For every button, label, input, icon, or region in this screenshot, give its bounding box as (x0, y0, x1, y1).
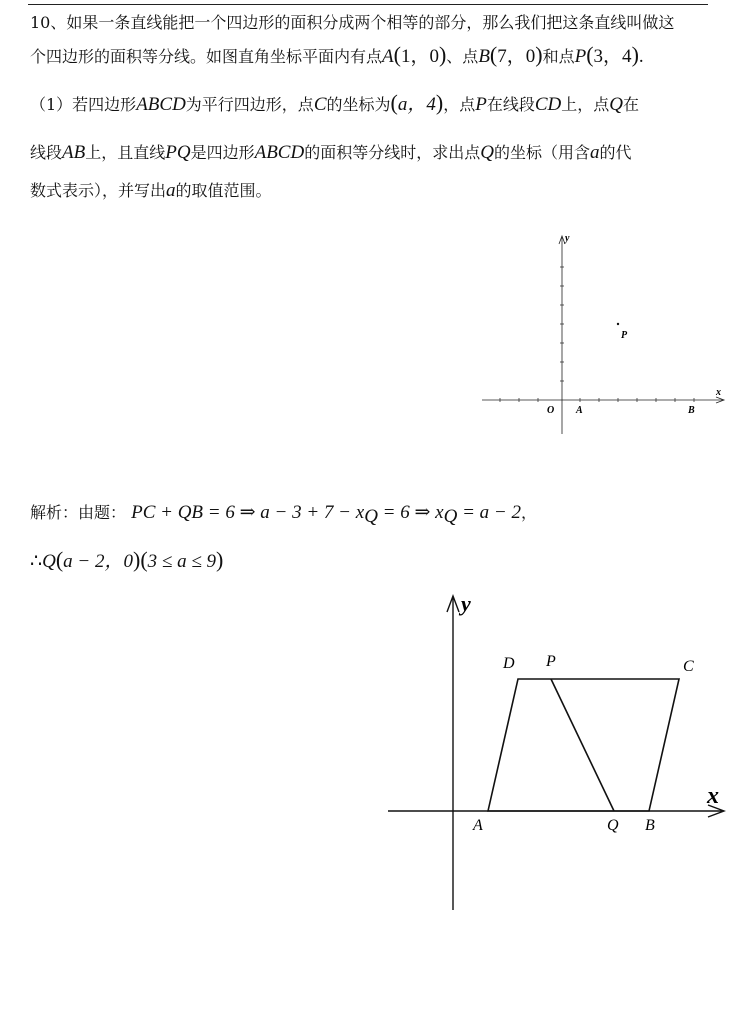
problem-text: 、点 (446, 47, 479, 66)
segment-label: CD (534, 94, 562, 115)
figure-2-y-label: y (461, 591, 471, 616)
point-label: B (478, 46, 490, 67)
coordinate-text: a，4 (397, 94, 436, 115)
problem-text: 数式表示），并写出 (30, 181, 167, 200)
problem-text: 上，点 (561, 95, 610, 114)
problem-text: 10、如果一条直线能把一个四边形的面积分成两个相等的部分，那么我们把这条直线叫做这 (30, 13, 675, 32)
figure-2-q-label: Q (607, 817, 619, 834)
solution-equation: = 6 ⇒ x (377, 502, 444, 523)
point-label: Q (42, 551, 56, 572)
solution-label: 解析：由题： (30, 503, 127, 522)
coordinate-text: 1，0 (400, 46, 439, 67)
point-label: P (574, 46, 587, 67)
problem-text: 为平行四边形，点 (185, 95, 314, 114)
figure-1-b-label: B (688, 405, 695, 416)
problem-text: 上，且直线 (85, 143, 166, 162)
problem-text: ，点 (443, 95, 476, 114)
figure-2-d-label: D (503, 655, 515, 672)
point-label: P (475, 94, 487, 115)
parallelogram-abcd (488, 679, 679, 811)
problem-text: （1）若四边形 (30, 95, 137, 114)
solution-subscript: Q (443, 506, 458, 528)
point-label: Q (609, 94, 623, 115)
problem-text: 的代 (599, 143, 632, 162)
figure-2-p-label: P (546, 653, 556, 670)
problem-line-2: 个四边形的面积等分线。如图直角坐标平面内有点A(1，0)、点B(7，0)和点P(3，4). (30, 42, 644, 67)
range-text: 3 ≤ a ≤ 9 (147, 551, 216, 572)
figure-1-origin-label: O (547, 405, 555, 416)
figure-1-y-label: y (565, 233, 570, 244)
figure-2-c-label: C (683, 658, 694, 675)
figure-1-x-label: x (716, 387, 721, 398)
segment-label: AB (62, 142, 86, 163)
problem-text: 的坐标（用含 (493, 143, 590, 162)
solution-equation: PC + QB = 6 ⇒ a − 3 + 7 − x (131, 502, 365, 523)
coordinate-text: 3，4 (593, 46, 632, 67)
solution-subscript: Q (364, 506, 378, 528)
solution-text: ， (521, 503, 538, 522)
problem-text: 个四边形的面积等分线。如图直角坐标平面内有点 (30, 47, 383, 66)
quad-label: ABCD (254, 142, 305, 163)
figure-2-x-label: x (707, 783, 719, 809)
point-label: Q (480, 142, 494, 163)
figure-1-p-label: P (621, 330, 628, 341)
quad-label: ABCD (136, 94, 186, 115)
figure-1-a-label: A (576, 405, 583, 416)
problem-text: 的取值范围。 (175, 181, 272, 200)
figure-2-a-label: A (473, 817, 483, 834)
problem-text: 在线段 (486, 95, 535, 114)
problem-text: . (638, 46, 644, 67)
solution-line-2: ∴Q(a − 2，0)(3 ≤ a ≤ 9) (30, 547, 224, 572)
problem-text: 和点 (542, 47, 575, 66)
therefore-symbol: ∴ (30, 551, 43, 572)
solution-equation: = a − 2 (457, 502, 521, 523)
problem-text: 的面积等分线时，求出点 (304, 143, 481, 162)
coordinate-text: a − 2，0 (63, 551, 133, 572)
problem-text: 的坐标为 (326, 95, 391, 114)
problem-line-3: （1）若四边形ABCD为平行四边形，点C的坐标为(a，4)，点P在线段CD上，点Q在 (30, 90, 639, 115)
problem-text: 是四边形 (190, 143, 255, 162)
variable-label: a (166, 180, 176, 201)
figure-2-b-label: B (645, 817, 655, 834)
point-label: C (313, 94, 327, 115)
variable-label: a (589, 142, 600, 163)
line-label: PQ (165, 142, 191, 163)
segment-pq (551, 679, 614, 811)
problem-text: 线段 (30, 143, 63, 162)
point-label: A (382, 46, 394, 67)
coordinate-text: 7，0 (497, 46, 536, 67)
problem-text: 在 (622, 95, 639, 114)
